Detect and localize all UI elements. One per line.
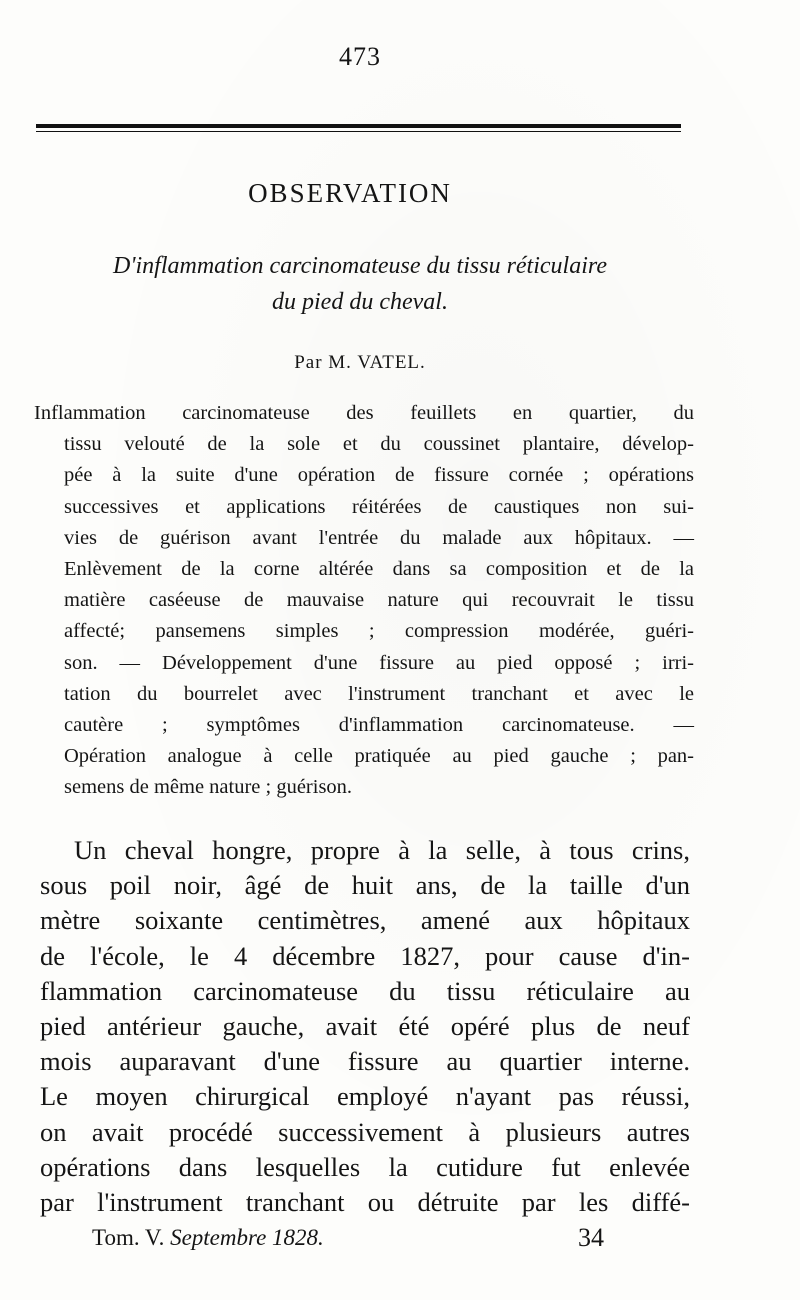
article-title: OBSERVATION: [248, 178, 452, 208]
body-line: de l'école, le 4 décembre 1827, pour cause d'in-: [40, 940, 690, 971]
footer-date: Septembre 1828.: [170, 1225, 324, 1250]
summary-line: semens de même nature ; guérison.: [64, 776, 353, 799]
subtitle-line: D'inflammation carcinomateuse du tissu réticulaire: [113, 253, 607, 279]
subtitle-line: du pied du cheval.: [272, 289, 448, 315]
summary-line: tissu velouté de la sole et du coussinet plantaire, dévelop-: [64, 433, 694, 456]
body-line: mois auparavant d'une fissure au quartier interne.: [40, 1046, 690, 1077]
body-line: Le moyen chirurgical employé n'ayant pas réussi,: [40, 1081, 690, 1112]
header-rule: [36, 124, 681, 132]
body-paragraph: [40, 833, 690, 1220]
summary-line: successives et applications réitérées de caustiques non sui-: [64, 495, 694, 518]
footer-volume-date: [92, 1225, 324, 1251]
article-subtitle: [40, 248, 680, 320]
summary-line: vies de guérison avant l'entrée du malade aux hôpitaux. —: [64, 526, 694, 549]
summary-line: matière caséeuse de mauvaise nature qui recouvrait le tissu: [64, 589, 694, 612]
page-number: 473: [339, 42, 381, 71]
summary-abstract: [34, 398, 694, 804]
summary-line: Opération analogue à celle pratiquée au pied gauche ; pan-: [64, 745, 694, 768]
summary-line: pée à la suite d'une opération de fissure cornée ; opérations: [64, 464, 694, 487]
body-line: Un cheval hongre, propre à la selle, à tous crins,: [74, 835, 690, 865]
body-line: sous poil noir, âgé de huit ans, de la taille d'un: [40, 870, 690, 901]
summary-line: son. — Développement d'une fissure au pied opposé ; irri-: [64, 651, 694, 674]
body-line: par l'instrument tranchant ou détruite par les diffé-: [40, 1187, 690, 1218]
signature-mark: 34: [578, 1223, 604, 1252]
body-line: pied antérieur gauche, avait été opéré plus de neuf: [40, 1011, 690, 1042]
summary-line: cautère ; symptômes d'inflammation carcinomateuse. —: [64, 714, 694, 737]
summary-line: tation du bourrelet avec l'instrument tranchant et avec le: [64, 682, 694, 705]
summary-line: Inflammation carcinomateuse des feuillets en quartier, du: [34, 402, 694, 424]
footer-volume: Tom. V.: [92, 1225, 165, 1250]
author-byline: Par M. VATEL.: [294, 352, 426, 373]
body-line: opérations dans lesquelles la cutidure fut enlevée: [40, 1151, 690, 1182]
body-line: flammation carcinomateuse du tissu réticulaire au: [40, 975, 690, 1006]
body-line: mètre soixante centimètres, amené aux hôpitaux: [40, 905, 690, 936]
body-line: on avait procédé successivement à plusieurs autres: [40, 1116, 690, 1147]
summary-line: affecté; pansemens simples ; compression modérée, guéri-: [64, 620, 694, 643]
summary-line: Enlèvement de la corne altérée dans sa composition et de la: [64, 558, 694, 581]
